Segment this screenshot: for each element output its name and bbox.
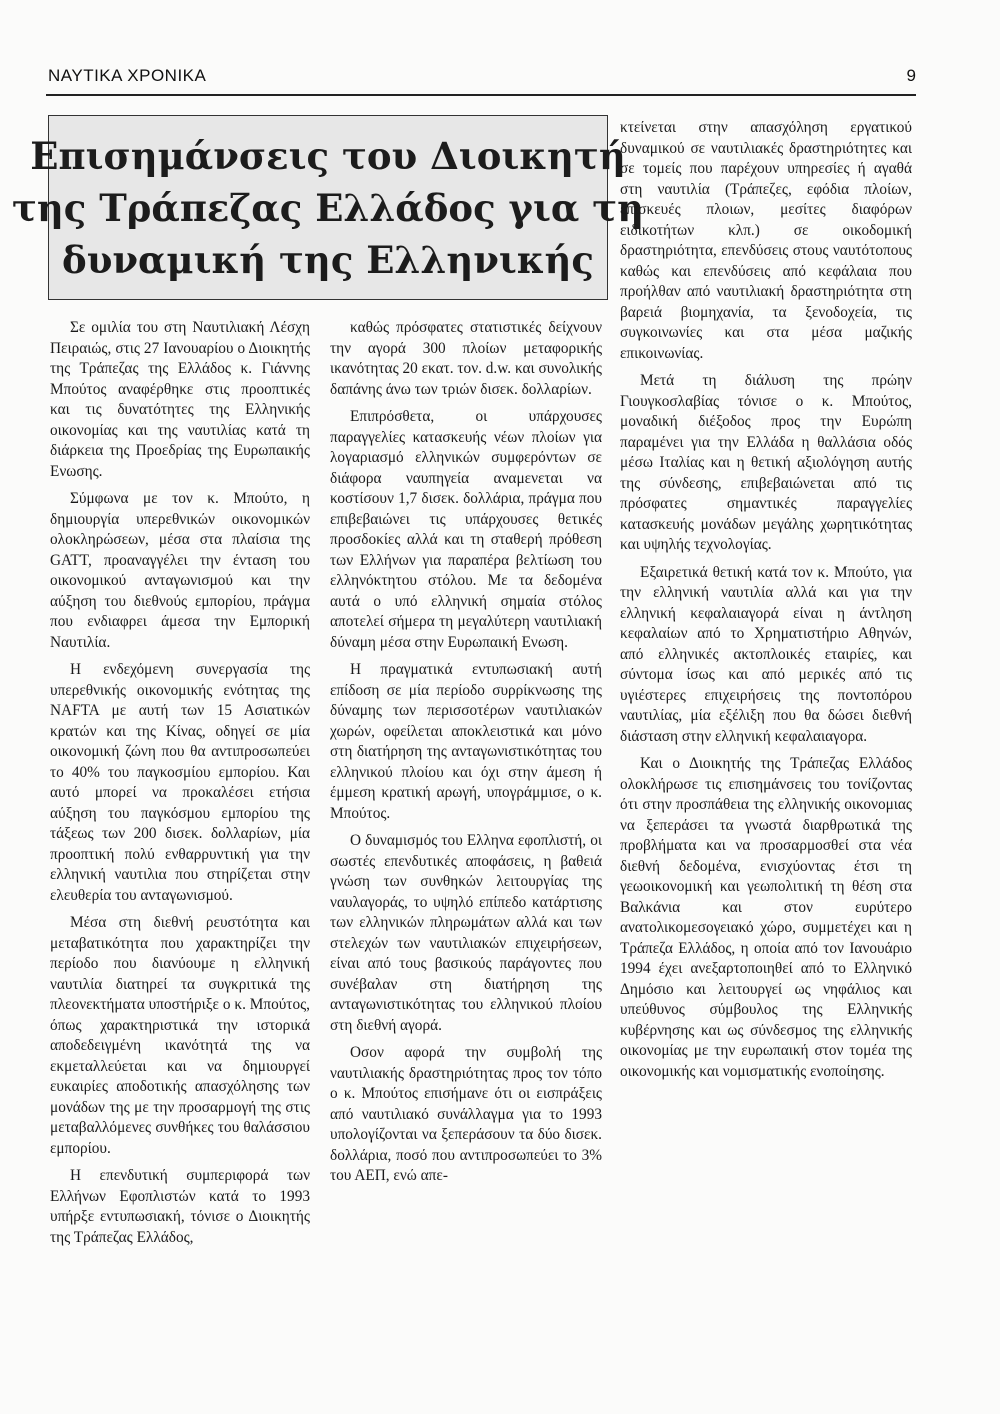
article-column-2 (330, 318, 602, 1194)
paragraph: Μέσα στη διεθνή ρευστότητα και μεταβατικότητα που χαρακτηρίζει την περίοδο που διανύουμε η ελληνική ναυτιλία διατηρεί τα συγκριτικά της πλεονεκτήματα υποστήριξε ο κ. Μπούτος, όπως χαρακτηριστικά την ιστορικά αποδεδειγμένη ικανότητά της να εκμεταλλεύεται και να δημιουργεί ευκαιρίες αποδοτικής απασχόλησης των μονάδων της με την προσαρμογή της στις μεταβαλλόμενες συνθήκες του θαλάσσιου εμπορίου. (50, 914, 310, 1157)
paragraph: Ο δυναμισμός του Ελληνα εφοπλιστή, οι σωστές επενδυτικές αποφάσεις, η βαθειά γνώση των συνθηκών λειτουργίας της ναυλαγοράς, το υψηλό επίπεδο κατάρτισης των ελληνικών πληρωμάτων αλλά και των στελεχών των ναυτιλιακών επιχειρήσεων, είναι από τους βασικούς παράγοντες που συνέβαλαν στη διατήρηση της ανταγωνιστικότητας του ελληνικού πλοίου στη διεθνή αγορά. (330, 832, 602, 1034)
headline-line-1: Επισημάνσεις του Διοικητή (30, 133, 626, 178)
article-column-3 (620, 118, 912, 1089)
headline-box (12, 115, 644, 300)
page-number: 9 (906, 66, 916, 85)
paragraph: Η επενδυτική συμπεριφορά των Ελλήνων Εφοπλιστών κατά το 1993 υπήρξε εντυπωσιακή, τόνισε ο Διοικητής της Τράπεζας Ελλάδος, (50, 1167, 310, 1246)
paragraph: Η ενδεχόμενη συνεργασία της υπερεθνικής οικονομικής ενότητας της NAFTA με αυτή των 15 Ασιατικών κρατών και της Κίνας, οδηγεί σε μία οικονομική ζώνη που θα αντιπροσωπεύει το 40% του παγκοσμίου εμπορίου. Και αυτό μπορεί να προκαλέσει ετήσια αύξηση του παγκόσμου εμπορίου της τάξεως των 200 δισεκ. δολλαρίων, μία προοπτική πολύ ενθαρρυντική για την ελληνική ναυτιλια που στηρίζεται στην ελευθερία του ανταγωνισμού. (50, 661, 310, 904)
paragraph: Σε ομιλία του στη Ναυτιλιακή Λέσχη Πειραιώς, στις 27 Ιανουαρίου ο Διοικητής της Τράπεζας της Ελλάδος κ. Γιάννης Μπούτος αναφέρθηκε στις προοπτικές και τις δυνατότητες της Ελληνικής οικονομίας και της ναυτιλίας κατά τη διάρκεια της Προεδρίας της Ευρωπαικής Ενωσης. (50, 319, 310, 480)
paragraph: κτείνεται στην απασχόληση εργατικού δυναμικού σε ναυτιλιακές δραστηριότητες και σε τομείς που παρέχουν υπηρεσίες ή αγαθά στη ναυτιλία (Τράπεζες, εφόδια πλοίων, επισκευές πλοιων, μεσίτες διαφόρων ειδικοτήτων κλπ.) σε οικοδομική δραστηριότητα, επενδύσεις στους ναυτότοπους καθώς και επενδύσεις από κεφάλαια που προήλθαν από ναυτιλιακή δραστηριότητα στη βαρειά βιομηχανία, τα ξενοδοχεία, τις συγκοινωνίες και στα μέσα μαζικής επικοινωνίας. (620, 119, 912, 362)
paragraph: Οσον αφορά την συμβολή της ναυτιλιακής δραστηριότητας προς τον τόπο ο κ. Μπούτος επισήμανε ότι οι εισπράξεις από ναυτιλιακό συνάλλαγμα για το 1993 υπολογίζονται να ξεπεράσουν τα δύο δισεκ. δολλάρια, ποσό που αντιπροσωπεύει το 3% του ΑΕΠ, ενώ απε- (330, 1044, 602, 1184)
paragraph: Εξαιρετικά θετική κατά τον κ. Μπούτο, για την ελληνική ναυτιλία αλλά και για την ελληνική κεφαλαιαγορά είναι η άντληση κεφαλαίων από το Χρηματιστήριο Αθηνών, από ελληνικές ακτοπλοικές εταιρίες, και σύντομα ίσως και από μερικές από τις υγιέστερες επιχειρήσεις της ποντοπόρου ναυτιλίας, μία εξέλιξη που θα δώσει διεθνή διάσταση στην ελληνική κεφαλαιαγορα. (620, 563, 912, 745)
paragraph: Σύμφωνα με τον κ. Μπούτο, η δημιουργία υπερεθνικών οικονομικών ολοκληρώσεων, μέσα στα πλαίσια της GATT, προαναγγέλει την ένταση του οικονομικού ανταγωνισμού και την αύξηση του διεθνούς εμπορίου, πράγμα που ενδιαφρει άμεσα την Εμπορική Ναυτιλία. (50, 490, 310, 651)
paragraph: καθώς πρόσφατες στατιστικές δείχνουν την αγορά 300 πλοίων μεταφορικής ικανότητας 20 εκατ. τον. d.w. και συνολικής δαπάνης άνω των τριών δισεκ. δολλαρίων. (330, 319, 602, 398)
publication-name: ΝΑΥΤΙΚΑ ΧΡΟΝΙΚΑ (48, 66, 207, 85)
paragraph: Η πραγματικά εντυπωσιακή αυτή επίδοση σε μία περίοδο συρρίκνωσης της δύναμης των περισσοτέρων ναυτιλιακών χωρών, οφείλεται αποκλειστικά και μόνο στη διατήρηση της ανταγωνιστικότητας του ελληνικού πλοίου και όχι στην άμεση ή έμμεση κρατική αρωγή, υπογράμμισε, ο κ. Μπούτος. (330, 661, 602, 822)
headline-line-2: της Τράπεζας Ελλάδος για τη (12, 185, 644, 230)
paragraph: Μετά τη διάλυση της πρώην Γιουγκοσλαβίας τόνισε ο κ. Μπούτος, μοναδική διέξοδος προς την Ευρώπη παραμένει για την Ελλάδα η θαλλάσια οδός μέσω Ιταλίας και η θετική αξιολόγηση αυτής της σύνδεσης, επιβεβαιώνεται από τις πρόσφατες σημαντικές παραγγελίες κατασκευής μονάδων μεγάλης χωρητικότητας και υψηλής τεχνολογίας. (620, 372, 912, 553)
header-rule (46, 94, 916, 96)
article-column-1 (50, 318, 310, 1255)
headline-line-3: δυναμική της Ελληνικής (62, 237, 594, 282)
paragraph: Επιπρόσθετα, οι υπάρχουσες παραγγελίες κατασκευής νέων πλοίων για λογαριασμό ελληνικών συμφερόντων σε διάφορα ναυπηγεία αναμενεται να κοστίσουν 1,7 δισεκ. δολλάρια, πράγμα που επιβεβαιώνει τις υπάρχουσες θετικές προσδοκίες αλλά και τη σταθερή πρόθεση των Ελλήνων για παραπέρα βελτίωση του ελληνόκτητου στόλου. Με τα δεδομένα αυτά ο υπό ελληνική σημαία στόλος αποτελεί σήμερα τη μεγαλύτερη ναυτιλιακή δύναμη μέσα στην Ευρωπαική Ενωση. (330, 408, 602, 651)
paragraph: Και ο Διοικητής της Τράπεζας Ελλάδος ολοκλήρωσε τις επισημάνσεις του τονίζοντας ότι στην προσπάθεια της ελληνικής οικονομιας να ξεπεράσει τα γνωστά διαρθρωτικά της προβλήματα και να προσαρμοσθεί στα νέα διεθνή δεδομένα, ενισχύοντας έτσι τη γεωοικονομική και γεωπολιτική τη θέση στα Βαλκάνια και στον ευρύτερο ανατολικομεσογειακό χώρο, συμμετέχει και η Τράπεζα Ελλάδος, η οποία από τον Ιανουάριο 1994 έχει ανεξαρτοποιηθεί από το Ελληνικό Δημόσιο και λειτουργεί ως νηφάλιος και υπεύθυνος σύμβουλος της Ελληνικής κυβέρνησης και ως σύνδεσμος της ελληνικής οικονομίας με την ευρωπαική στον τομέα της οικονομικής και νομισματικής ενοποίησης. (620, 755, 912, 1080)
